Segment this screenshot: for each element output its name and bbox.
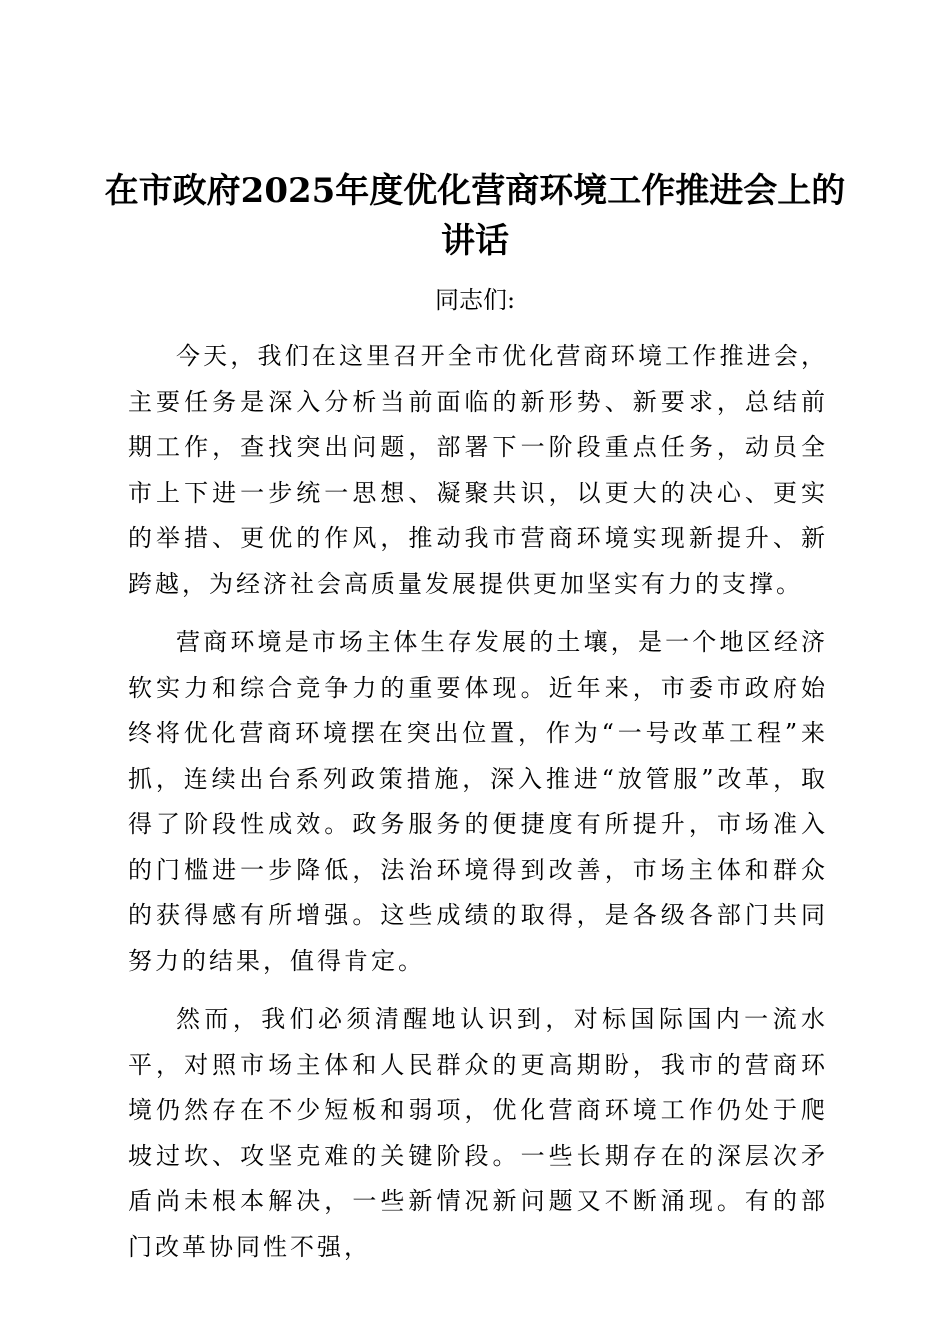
document-title: 在市政府2025年度优化营商环境工作推进会上的讲话 xyxy=(104,171,846,261)
paragraph-2: 营商环境是市场主体生存发展的土壤，是一个地区经济软实力和综合竞争力的重要体现。近年来，市委市政府始终将优化营商环境摆在突出位置，作为“一号改革工程”来抓，连续出台系列政策措施，深入推进“放管服”改革，取得了阶段性成效。政务服务的便捷度有所提升，市场准入的门槛进一步降低，法治环境得到改善，市场主体和群众的获得感有所增强。这些成绩的取得，是各级各部门共同努力的结果，值得肯定。 xyxy=(128,628,828,975)
paragraph-3: 然而，我们必须清醒地认识到，对标国际国内一流水平，对照市场主体和人民群众的更高期盼，我市的营商环境仍然存在不少短板和弱项，优化营商环境工作仍处于爬坡过坎、攻坚克难的关键阶段。一些长期存在的深层次矛盾尚未根本解决，一些新情况新问题又不断涌现。有的部门改革协同性不强， xyxy=(128,1005,828,1261)
paragraph-1: 今天，我们在这里召开全市优化营商环境工作推进会，主要任务是深入分析当前面临的新形势、新要求，总结前期工作，查找突出问题，部署下一阶段重点任务，动员全市上下进一步统一思想、凝聚共识，以更大的决心、更实的举措、更优的作风，推动我市营商环境实现新提升、新跨越，为经济社会高质量发展提供更加坚实有力的支撑。 xyxy=(128,342,828,598)
salutation: 同志们: xyxy=(434,286,516,314)
document-body xyxy=(128,334,828,1270)
